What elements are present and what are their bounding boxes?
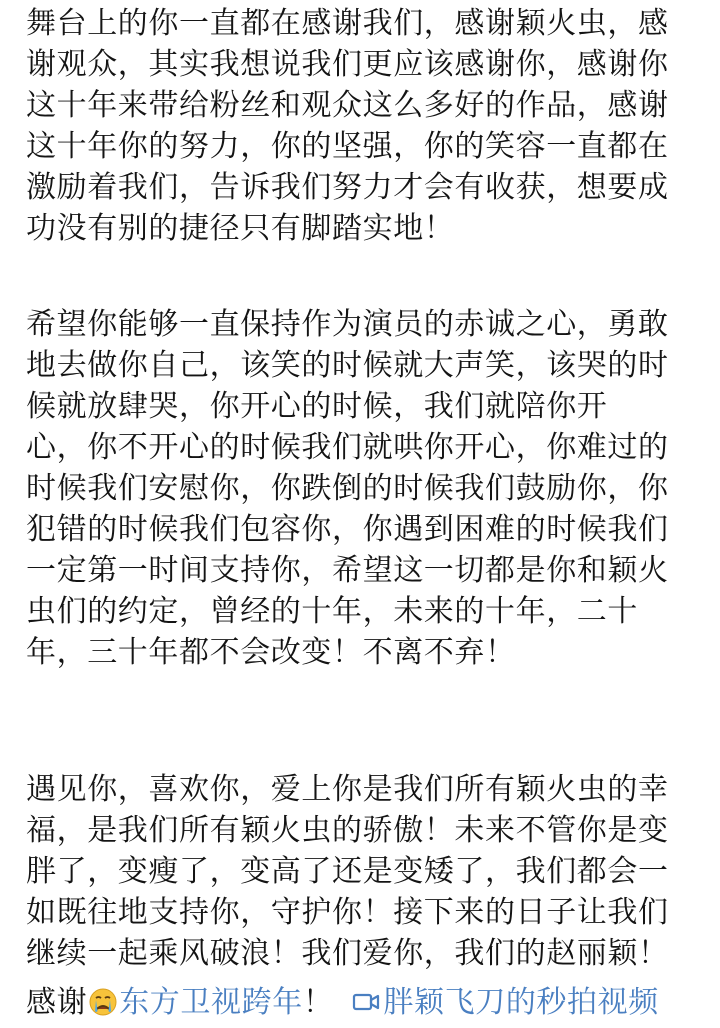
text-line: 年，三十年都不会改变！不离不弃！ [26,635,516,670]
text-line: 激励着我们，告诉我们努力才会有收获，想要成 [26,170,669,205]
text-line: 地去做你自己，该笑的时候就大声笑，该哭的时 [26,348,669,383]
text-line: 舞台上的你一直都在感谢我们，感谢颖火虫，感 [26,6,669,41]
text-line: 候就放肆哭，你开心的时候，我们就陪你开 [26,389,608,424]
text-line: 福，是我们所有颖火虫的骄傲！未来不管你是变 [26,813,669,848]
crying-face-icon [88,987,118,1017]
text-line: 时候我们安慰你，你跌倒的时候我们鼓励你，你 [26,471,669,506]
video-link[interactable]: 胖颖飞刀的秒拍视频 [383,985,659,1020]
topic-link[interactable]: 东方卫视跨年 [119,985,303,1020]
closing-line [26,983,659,1023]
closing-suffix: ！ [302,985,334,1020]
text-line: 功没有别的捷径只有脚踏实地！ [26,211,455,246]
text-line: 谢观众，其实我想说我们更应该感谢你，感谢你 [26,47,669,82]
closing-prefix: 感谢 [26,985,88,1020]
text-line: 这十年你的努力，你的坚强，你的笑容一直都在 [26,129,669,164]
text-line: 胖了，变瘦了，变高了还是变矮了，我们都会一 [26,854,669,889]
text-line: 如既往地支持你，守护你！接下来的日子让我们 [26,895,669,930]
text-line: 这十年来带给粉丝和观众这么多好的作品，感谢 [26,88,669,123]
text-line: 希望你能够一直保持作为演员的赤诚之心，勇敢 [26,307,669,342]
text-line: 心，你不开心的时候我们就哄你开心，你难过的 [26,430,669,465]
text-line: 继续一起乘风破浪！我们爱你，我们的赵丽颖！ [26,936,669,971]
text-line: 遇见你，喜欢你，爱上你是我们所有颖火虫的幸 [26,772,669,807]
video-camera-icon [351,987,381,1017]
text-line: 一定第一时间支持你，希望这一切都是你和颖火 [26,553,669,588]
text-line: 犯错的时候我们包容你，你遇到困难的时候我们 [26,512,669,547]
text-line: 虫们的约定，曾经的十年，未来的十年，二十 [26,594,638,629]
